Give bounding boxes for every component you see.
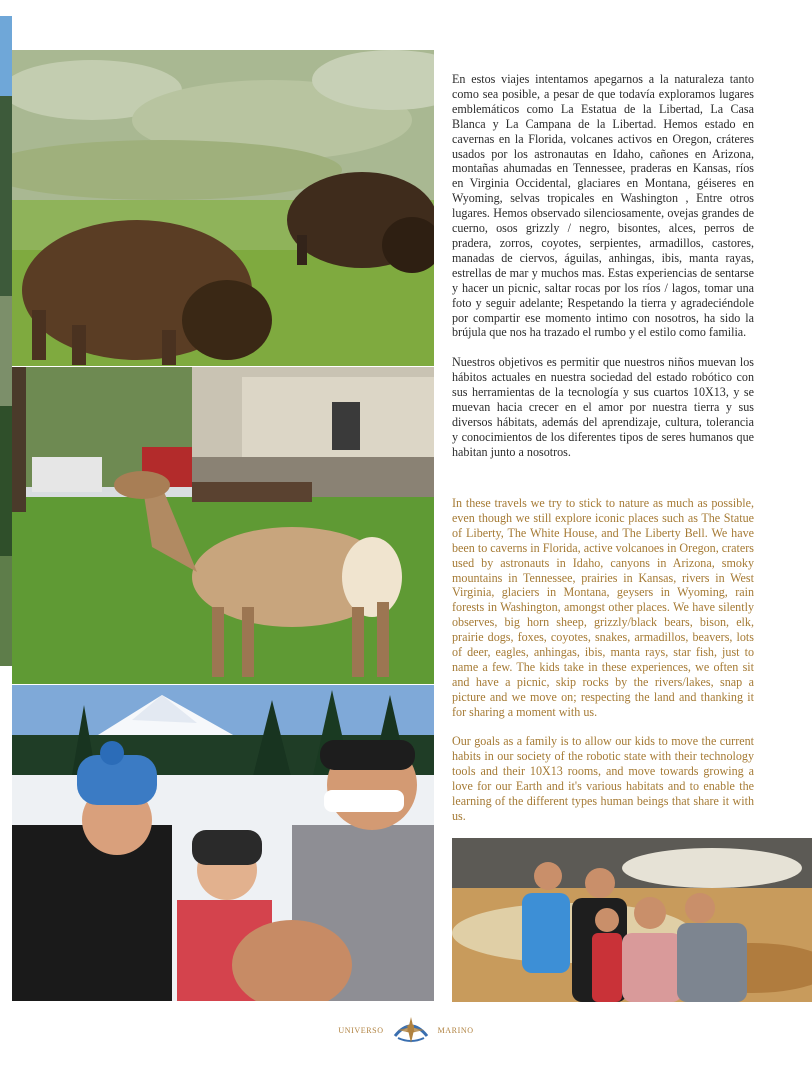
footer-left-word: UNIVERSO (338, 1025, 384, 1035)
footer (0, 1012, 812, 1048)
spanish-paragraph-1: En estos viajes intentamos apegarnos a la naturaleza tanto como sea posible, a pesar de que todavía exploramos lugares emblemáticos como La Estatua de la Libertad, La Casa Blanca y La Campana de la Libertad. Hemos estado en cavernas en la Florida, volcanes activos en Oregon, cráteres usados por los astronautas en Idaho, cañones en Arizona, montañas ahumadas en Tennessee, praderas en Kansas, ríos en Virginia Occidental, glaciares en Montana, géiseres en Wyoming, selvas tropicales en Washington , Entre otros lugares. Hemos observado silenciosamente, ovejas grandes de cuerno, osos grizzly / negro, bisontes, alces, perros de pradera, zorros, coyotes, serpientes, armadillos, castores, manadas de ciervos, águilas, anhingas, ibis, manta rayas, estrellas de mar y muchos mas. Estas experiencias de sentarse y hacer un picnic, saltar rocas por los ríos / lagos, tomar una foto y seguir adelante; Respetando la tierra y agradeciéndole por compartir ese momento intimo con nosotros, ha sido la brújula que nos ha trazado el rumbo y el estilo como familia. (452, 72, 754, 340)
footer-right-word: MARINO (437, 1025, 474, 1035)
spanish-paragraph-2: Nuestros objetivos es permitir que nuestros niños muevan los hábitos actuales en nuestra sociedad del estado robótico con sus herramientas de la tecnología y sus cuartos 10X13, y se muevan hacia crecer en el amor por nuestra tierra y sus diversos hábitats, además del aprendizaje, cultura, tolerancia y conocimientos de los diferentes tipos de seres humanos que habitan junto a nosotros. (452, 355, 754, 459)
english-paragraph-1: In these travels we try to stick to nature as much as possible, even though we still explore iconic places such as The Statue of Liberty, The White House, and The Liberty Bell. We have been to caverns in Florida, active volcanoes in Oregon, craters used by astronauts in Idaho, canyons in Arizona, smoky mountains in Tennessee, prairies in Kansas, rivers in West Virginia, glaciers in Montana, geysers in Wyoming, rain forests in Washington, amongst other places. We have silently observes, big horn sheep, grizzly/black bears, bison, elk, prairie dogs, foxes, coyotes, snakes, armadillos, beavers, lots of deer, eagles, anhingas, ibis, manta rays, star fish, just to name a few. The kids take in these experiences, we often sit and have a picnic, skip rocks by the rivers/lakes, snap a picture and we move on; respecting the land and thanking it for sharing a moment with us. (452, 496, 754, 719)
elk-photo (12, 367, 434, 684)
kids-snow-photo (12, 685, 434, 1001)
family-photo (452, 838, 812, 1002)
spanish-text-block (452, 72, 754, 460)
page-number: 11 (405, 1023, 416, 1035)
english-text-block (452, 496, 754, 824)
bison-photo (12, 50, 434, 366)
magazine-logo (392, 1014, 430, 1046)
page-edge-strip (0, 16, 12, 666)
english-paragraph-2: Our goals as a family is to allow our kids to move the current habits in our society of the robotic state with their technology tools and their 10X13 rooms, and move towards growing a love for our Earth and it's various habitats and to enable the learning of the different types human beings that share it with us. (452, 734, 754, 824)
